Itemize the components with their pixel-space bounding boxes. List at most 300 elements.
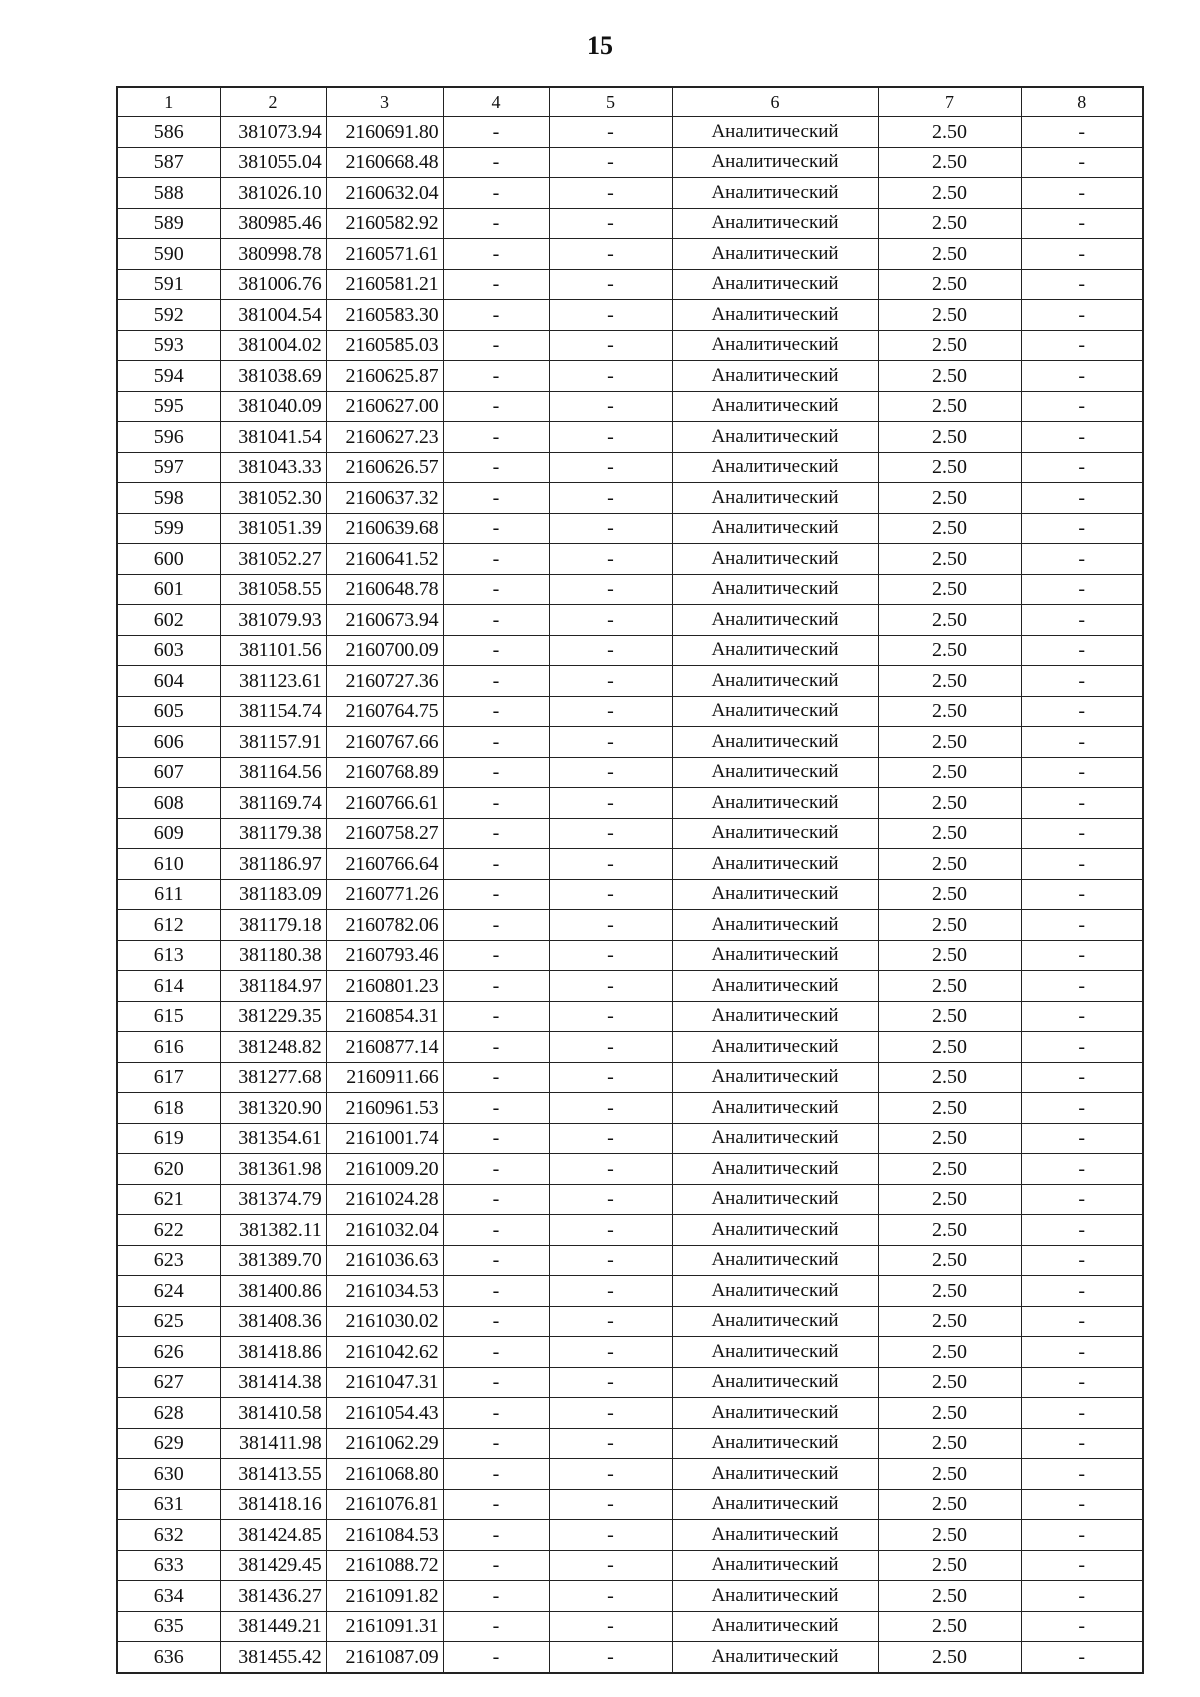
y-coordinate-cell: 2160627.23 [326, 422, 443, 453]
column-4-cell: - [443, 300, 549, 331]
point-number-cell: 589 [117, 208, 220, 239]
column-header: 8 [1021, 87, 1143, 117]
method-cell: Аналитический [672, 1093, 878, 1124]
column-4-cell: - [443, 269, 549, 300]
y-coordinate-cell: 2161076.81 [326, 1489, 443, 1520]
method-cell: Аналитический [672, 1032, 878, 1063]
column-8-cell: - [1021, 1550, 1143, 1581]
table-row [117, 147, 1143, 178]
point-number-cell: 603 [117, 635, 220, 666]
column-8-cell: - [1021, 574, 1143, 605]
method-cell: Аналитический [672, 1520, 878, 1551]
x-coordinate-cell: 381361.98 [220, 1154, 326, 1185]
point-number-cell: 623 [117, 1245, 220, 1276]
table-row [117, 1550, 1143, 1581]
point-number-cell: 629 [117, 1428, 220, 1459]
y-coordinate-cell: 2160632.04 [326, 178, 443, 209]
x-coordinate-cell: 381424.85 [220, 1520, 326, 1551]
point-number-cell: 632 [117, 1520, 220, 1551]
x-coordinate-cell: 381184.97 [220, 971, 326, 1002]
method-cell: Аналитический [672, 1611, 878, 1642]
point-number-cell: 601 [117, 574, 220, 605]
method-cell: Аналитический [672, 117, 878, 148]
accuracy-cell: 2.50 [878, 422, 1021, 453]
column-4-cell: - [443, 1123, 549, 1154]
column-4-cell: - [443, 757, 549, 788]
table-row [117, 1581, 1143, 1612]
accuracy-cell: 2.50 [878, 1215, 1021, 1246]
accuracy-cell: 2.50 [878, 666, 1021, 697]
accuracy-cell: 2.50 [878, 361, 1021, 392]
accuracy-cell: 2.50 [878, 1001, 1021, 1032]
column-5-cell: - [549, 696, 672, 727]
column-header: 7 [878, 87, 1021, 117]
method-cell: Аналитический [672, 788, 878, 819]
point-number-cell: 604 [117, 666, 220, 697]
method-cell: Аналитический [672, 1337, 878, 1368]
table-row [117, 391, 1143, 422]
column-5-cell: - [549, 788, 672, 819]
column-8-cell: - [1021, 117, 1143, 148]
x-coordinate-cell: 381389.70 [220, 1245, 326, 1276]
accuracy-cell: 2.50 [878, 330, 1021, 361]
point-number-cell: 597 [117, 452, 220, 483]
column-8-cell: - [1021, 300, 1143, 331]
y-coordinate-cell: 2160764.75 [326, 696, 443, 727]
x-coordinate-cell: 381055.04 [220, 147, 326, 178]
method-cell: Аналитический [672, 757, 878, 788]
method-cell: Аналитический [672, 666, 878, 697]
column-5-cell: - [549, 1276, 672, 1307]
method-cell: Аналитический [672, 422, 878, 453]
column-4-cell: - [443, 1062, 549, 1093]
method-cell: Аналитический [672, 1062, 878, 1093]
x-coordinate-cell: 381277.68 [220, 1062, 326, 1093]
accuracy-cell: 2.50 [878, 483, 1021, 514]
column-4-cell: - [443, 544, 549, 575]
table-row [117, 1032, 1143, 1063]
accuracy-cell: 2.50 [878, 1123, 1021, 1154]
table-row [117, 483, 1143, 514]
table-row [117, 1276, 1143, 1307]
point-number-cell: 593 [117, 330, 220, 361]
column-4-cell: - [443, 1459, 549, 1490]
table-row [117, 1245, 1143, 1276]
table-row [117, 544, 1143, 575]
table-row [117, 757, 1143, 788]
x-coordinate-cell: 381186.97 [220, 849, 326, 880]
column-8-cell: - [1021, 1520, 1143, 1551]
column-4-cell: - [443, 1520, 549, 1551]
x-coordinate-cell: 381180.38 [220, 940, 326, 971]
column-8-cell: - [1021, 483, 1143, 514]
column-4-cell: - [443, 1581, 549, 1612]
column-5-cell: - [549, 818, 672, 849]
table-row [117, 940, 1143, 971]
accuracy-cell: 2.50 [878, 1337, 1021, 1368]
y-coordinate-cell: 2160582.92 [326, 208, 443, 239]
point-number-cell: 624 [117, 1276, 220, 1307]
column-8-cell: - [1021, 910, 1143, 941]
table-row [117, 330, 1143, 361]
method-cell: Аналитический [672, 1367, 878, 1398]
point-number-cell: 620 [117, 1154, 220, 1185]
column-4-cell: - [443, 208, 549, 239]
accuracy-cell: 2.50 [878, 1428, 1021, 1459]
method-cell: Аналитический [672, 1428, 878, 1459]
method-cell: Аналитический [672, 239, 878, 270]
column-4-cell: - [443, 178, 549, 209]
point-number-cell: 614 [117, 971, 220, 1002]
column-4-cell: - [443, 940, 549, 971]
column-5-cell: - [549, 361, 672, 392]
column-4-cell: - [443, 117, 549, 148]
x-coordinate-cell: 381354.61 [220, 1123, 326, 1154]
x-coordinate-cell: 381157.91 [220, 727, 326, 758]
point-number-cell: 596 [117, 422, 220, 453]
table-body [117, 117, 1143, 1673]
column-5-cell: - [549, 666, 672, 697]
column-8-cell: - [1021, 1215, 1143, 1246]
page-number: 15 [587, 31, 613, 60]
point-number-cell: 599 [117, 513, 220, 544]
point-number-cell: 626 [117, 1337, 220, 1368]
accuracy-cell: 2.50 [878, 1032, 1021, 1063]
y-coordinate-cell: 2160691.80 [326, 117, 443, 148]
y-coordinate-cell: 2161009.20 [326, 1154, 443, 1185]
column-4-cell: - [443, 910, 549, 941]
column-8-cell: - [1021, 452, 1143, 483]
table-row [117, 849, 1143, 880]
column-5-cell: - [549, 544, 672, 575]
accuracy-cell: 2.50 [878, 696, 1021, 727]
column-5-cell: - [549, 1428, 672, 1459]
header-row [117, 87, 1143, 117]
y-coordinate-cell: 2160641.52 [326, 544, 443, 575]
column-4-cell: - [443, 361, 549, 392]
method-cell: Аналитический [672, 1306, 878, 1337]
column-5-cell: - [549, 1398, 672, 1429]
accuracy-cell: 2.50 [878, 300, 1021, 331]
table-row [117, 1184, 1143, 1215]
accuracy-cell: 2.50 [878, 1520, 1021, 1551]
column-5-cell: - [549, 269, 672, 300]
table-row [117, 513, 1143, 544]
point-number-cell: 600 [117, 544, 220, 575]
point-number-cell: 588 [117, 178, 220, 209]
point-number-cell: 621 [117, 1184, 220, 1215]
point-number-cell: 635 [117, 1611, 220, 1642]
point-number-cell: 611 [117, 879, 220, 910]
column-5-cell: - [549, 1184, 672, 1215]
x-coordinate-cell: 381413.55 [220, 1459, 326, 1490]
y-coordinate-cell: 2160648.78 [326, 574, 443, 605]
accuracy-cell: 2.50 [878, 1581, 1021, 1612]
point-number-cell: 587 [117, 147, 220, 178]
accuracy-cell: 2.50 [878, 849, 1021, 880]
table-row [117, 727, 1143, 758]
x-coordinate-cell: 381038.69 [220, 361, 326, 392]
point-number-cell: 586 [117, 117, 220, 148]
accuracy-cell: 2.50 [878, 178, 1021, 209]
accuracy-cell: 2.50 [878, 1245, 1021, 1276]
column-8-cell: - [1021, 727, 1143, 758]
table-row [117, 696, 1143, 727]
accuracy-cell: 2.50 [878, 117, 1021, 148]
point-number-cell: 619 [117, 1123, 220, 1154]
point-number-cell: 605 [117, 696, 220, 727]
method-cell: Аналитический [672, 1001, 878, 1032]
accuracy-cell: 2.50 [878, 147, 1021, 178]
column-5-cell: - [549, 1001, 672, 1032]
x-coordinate-cell: 381123.61 [220, 666, 326, 697]
y-coordinate-cell: 2161068.80 [326, 1459, 443, 1490]
method-cell: Аналитический [672, 269, 878, 300]
column-header: 3 [326, 87, 443, 117]
column-5-cell: - [549, 1062, 672, 1093]
column-5-cell: - [549, 1550, 672, 1581]
column-4-cell: - [443, 1611, 549, 1642]
y-coordinate-cell: 2160911.66 [326, 1062, 443, 1093]
x-coordinate-cell: 381052.30 [220, 483, 326, 514]
column-4-cell: - [443, 1428, 549, 1459]
y-coordinate-cell: 2161030.02 [326, 1306, 443, 1337]
column-4-cell: - [443, 1154, 549, 1185]
column-5-cell: - [549, 1215, 672, 1246]
column-4-cell: - [443, 727, 549, 758]
point-number-cell: 606 [117, 727, 220, 758]
y-coordinate-cell: 2160768.89 [326, 757, 443, 788]
column-8-cell: - [1021, 879, 1143, 910]
method-cell: Аналитический [672, 1489, 878, 1520]
y-coordinate-cell: 2160793.46 [326, 940, 443, 971]
accuracy-cell: 2.50 [878, 727, 1021, 758]
point-number-cell: 607 [117, 757, 220, 788]
accuracy-cell: 2.50 [878, 1398, 1021, 1429]
method-cell: Аналитический [672, 147, 878, 178]
table-row [117, 879, 1143, 910]
y-coordinate-cell: 2160700.09 [326, 635, 443, 666]
x-coordinate-cell: 381411.98 [220, 1428, 326, 1459]
table-row [117, 1093, 1143, 1124]
table-row [117, 1398, 1143, 1429]
x-coordinate-cell: 381051.39 [220, 513, 326, 544]
table-row [117, 452, 1143, 483]
column-4-cell: - [443, 513, 549, 544]
y-coordinate-cell: 2160668.48 [326, 147, 443, 178]
x-coordinate-cell: 381418.16 [220, 1489, 326, 1520]
method-cell: Аналитический [672, 696, 878, 727]
column-8-cell: - [1021, 1398, 1143, 1429]
column-8-cell: - [1021, 1184, 1143, 1215]
column-5-cell: - [549, 971, 672, 1002]
table-row [117, 574, 1143, 605]
column-8-cell: - [1021, 1489, 1143, 1520]
column-4-cell: - [443, 1337, 549, 1368]
column-8-cell: - [1021, 605, 1143, 636]
method-cell: Аналитический [672, 483, 878, 514]
x-coordinate-cell: 381073.94 [220, 117, 326, 148]
x-coordinate-cell: 381079.93 [220, 605, 326, 636]
column-8-cell: - [1021, 1459, 1143, 1490]
method-cell: Аналитический [672, 452, 878, 483]
column-8-cell: - [1021, 696, 1143, 727]
point-number-cell: 594 [117, 361, 220, 392]
column-8-cell: - [1021, 1306, 1143, 1337]
table-row [117, 1489, 1143, 1520]
accuracy-cell: 2.50 [878, 1611, 1021, 1642]
x-coordinate-cell: 381429.45 [220, 1550, 326, 1581]
accuracy-cell: 2.50 [878, 1276, 1021, 1307]
column-5-cell: - [549, 208, 672, 239]
column-8-cell: - [1021, 1611, 1143, 1642]
column-4-cell: - [443, 483, 549, 514]
y-coordinate-cell: 2161087.09 [326, 1642, 443, 1673]
accuracy-cell: 2.50 [878, 940, 1021, 971]
column-5-cell: - [549, 1581, 672, 1612]
method-cell: Аналитический [672, 513, 878, 544]
y-coordinate-cell: 2160766.64 [326, 849, 443, 880]
column-5-cell: - [549, 391, 672, 422]
accuracy-cell: 2.50 [878, 1459, 1021, 1490]
y-coordinate-cell: 2160771.26 [326, 879, 443, 910]
column-8-cell: - [1021, 1245, 1143, 1276]
method-cell: Аналитический [672, 635, 878, 666]
method-cell: Аналитический [672, 1642, 878, 1673]
method-cell: Аналитический [672, 940, 878, 971]
x-coordinate-cell: 381164.56 [220, 757, 326, 788]
y-coordinate-cell: 2161036.63 [326, 1245, 443, 1276]
column-4-cell: - [443, 1642, 549, 1673]
point-number-cell: 613 [117, 940, 220, 971]
column-8-cell: - [1021, 330, 1143, 361]
accuracy-cell: 2.50 [878, 1184, 1021, 1215]
table-row [117, 1306, 1143, 1337]
x-coordinate-cell: 381400.86 [220, 1276, 326, 1307]
column-4-cell: - [443, 971, 549, 1002]
y-coordinate-cell: 2161001.74 [326, 1123, 443, 1154]
column-5-cell: - [549, 1642, 672, 1673]
table-row [117, 422, 1143, 453]
y-coordinate-cell: 2160639.68 [326, 513, 443, 544]
method-cell: Аналитический [672, 330, 878, 361]
column-5-cell: - [549, 727, 672, 758]
column-8-cell: - [1021, 208, 1143, 239]
method-cell: Аналитический [672, 605, 878, 636]
column-4-cell: - [443, 422, 549, 453]
table-row [117, 1642, 1143, 1673]
x-coordinate-cell: 381410.58 [220, 1398, 326, 1429]
point-number-cell: 602 [117, 605, 220, 636]
y-coordinate-cell: 2161042.62 [326, 1337, 443, 1368]
accuracy-cell: 2.50 [878, 1154, 1021, 1185]
method-cell: Аналитический [672, 544, 878, 575]
column-8-cell: - [1021, 1581, 1143, 1612]
column-5-cell: - [549, 483, 672, 514]
point-number-cell: 615 [117, 1001, 220, 1032]
column-5-cell: - [549, 1245, 672, 1276]
point-number-cell: 622 [117, 1215, 220, 1246]
point-number-cell: 591 [117, 269, 220, 300]
y-coordinate-cell: 2161034.53 [326, 1276, 443, 1307]
table-row [117, 300, 1143, 331]
table-row [117, 178, 1143, 209]
column-4-cell: - [443, 1215, 549, 1246]
method-cell: Аналитический [672, 818, 878, 849]
column-5-cell: - [549, 757, 672, 788]
table-row [117, 239, 1143, 270]
y-coordinate-cell: 2160627.00 [326, 391, 443, 422]
column-5-cell: - [549, 1093, 672, 1124]
column-4-cell: - [443, 1276, 549, 1307]
table-row [117, 269, 1143, 300]
column-8-cell: - [1021, 1154, 1143, 1185]
accuracy-cell: 2.50 [878, 239, 1021, 270]
accuracy-cell: 2.50 [878, 1093, 1021, 1124]
column-8-cell: - [1021, 1367, 1143, 1398]
method-cell: Аналитический [672, 1459, 878, 1490]
column-5-cell: - [549, 1337, 672, 1368]
point-number-cell: 595 [117, 391, 220, 422]
y-coordinate-cell: 2161024.28 [326, 1184, 443, 1215]
column-5-cell: - [549, 1032, 672, 1063]
column-4-cell: - [443, 391, 549, 422]
table-row [117, 910, 1143, 941]
column-8-cell: - [1021, 544, 1143, 575]
column-8-cell: - [1021, 361, 1143, 392]
column-5-cell: - [549, 239, 672, 270]
y-coordinate-cell: 2160758.27 [326, 818, 443, 849]
accuracy-cell: 2.50 [878, 818, 1021, 849]
y-coordinate-cell: 2160782.06 [326, 910, 443, 941]
column-4-cell: - [443, 1367, 549, 1398]
table-row [117, 666, 1143, 697]
method-cell: Аналитический [672, 1184, 878, 1215]
y-coordinate-cell: 2161091.82 [326, 1581, 443, 1612]
column-4-cell: - [443, 788, 549, 819]
y-coordinate-cell: 2161062.29 [326, 1428, 443, 1459]
column-4-cell: - [443, 330, 549, 361]
y-coordinate-cell: 2160571.61 [326, 239, 443, 270]
x-coordinate-cell: 381026.10 [220, 178, 326, 209]
table-row [117, 1520, 1143, 1551]
x-coordinate-cell: 380998.78 [220, 239, 326, 270]
table-row [117, 818, 1143, 849]
method-cell: Аналитический [672, 1550, 878, 1581]
x-coordinate-cell: 381169.74 [220, 788, 326, 819]
x-coordinate-cell: 381004.54 [220, 300, 326, 331]
column-5-cell: - [549, 605, 672, 636]
table-row [117, 1001, 1143, 1032]
method-cell: Аналитический [672, 910, 878, 941]
table-row [117, 117, 1143, 148]
y-coordinate-cell: 2161047.31 [326, 1367, 443, 1398]
column-4-cell: - [443, 1489, 549, 1520]
y-coordinate-cell: 2160767.66 [326, 727, 443, 758]
y-coordinate-cell: 2160854.31 [326, 1001, 443, 1032]
x-coordinate-cell: 381179.38 [220, 818, 326, 849]
column-5-cell: - [549, 300, 672, 331]
column-5-cell: - [549, 849, 672, 880]
column-8-cell: - [1021, 940, 1143, 971]
accuracy-cell: 2.50 [878, 452, 1021, 483]
point-number-cell: 590 [117, 239, 220, 270]
column-8-cell: - [1021, 1337, 1143, 1368]
column-4-cell: - [443, 879, 549, 910]
method-cell: Аналитический [672, 300, 878, 331]
accuracy-cell: 2.50 [878, 788, 1021, 819]
column-5-cell: - [549, 635, 672, 666]
